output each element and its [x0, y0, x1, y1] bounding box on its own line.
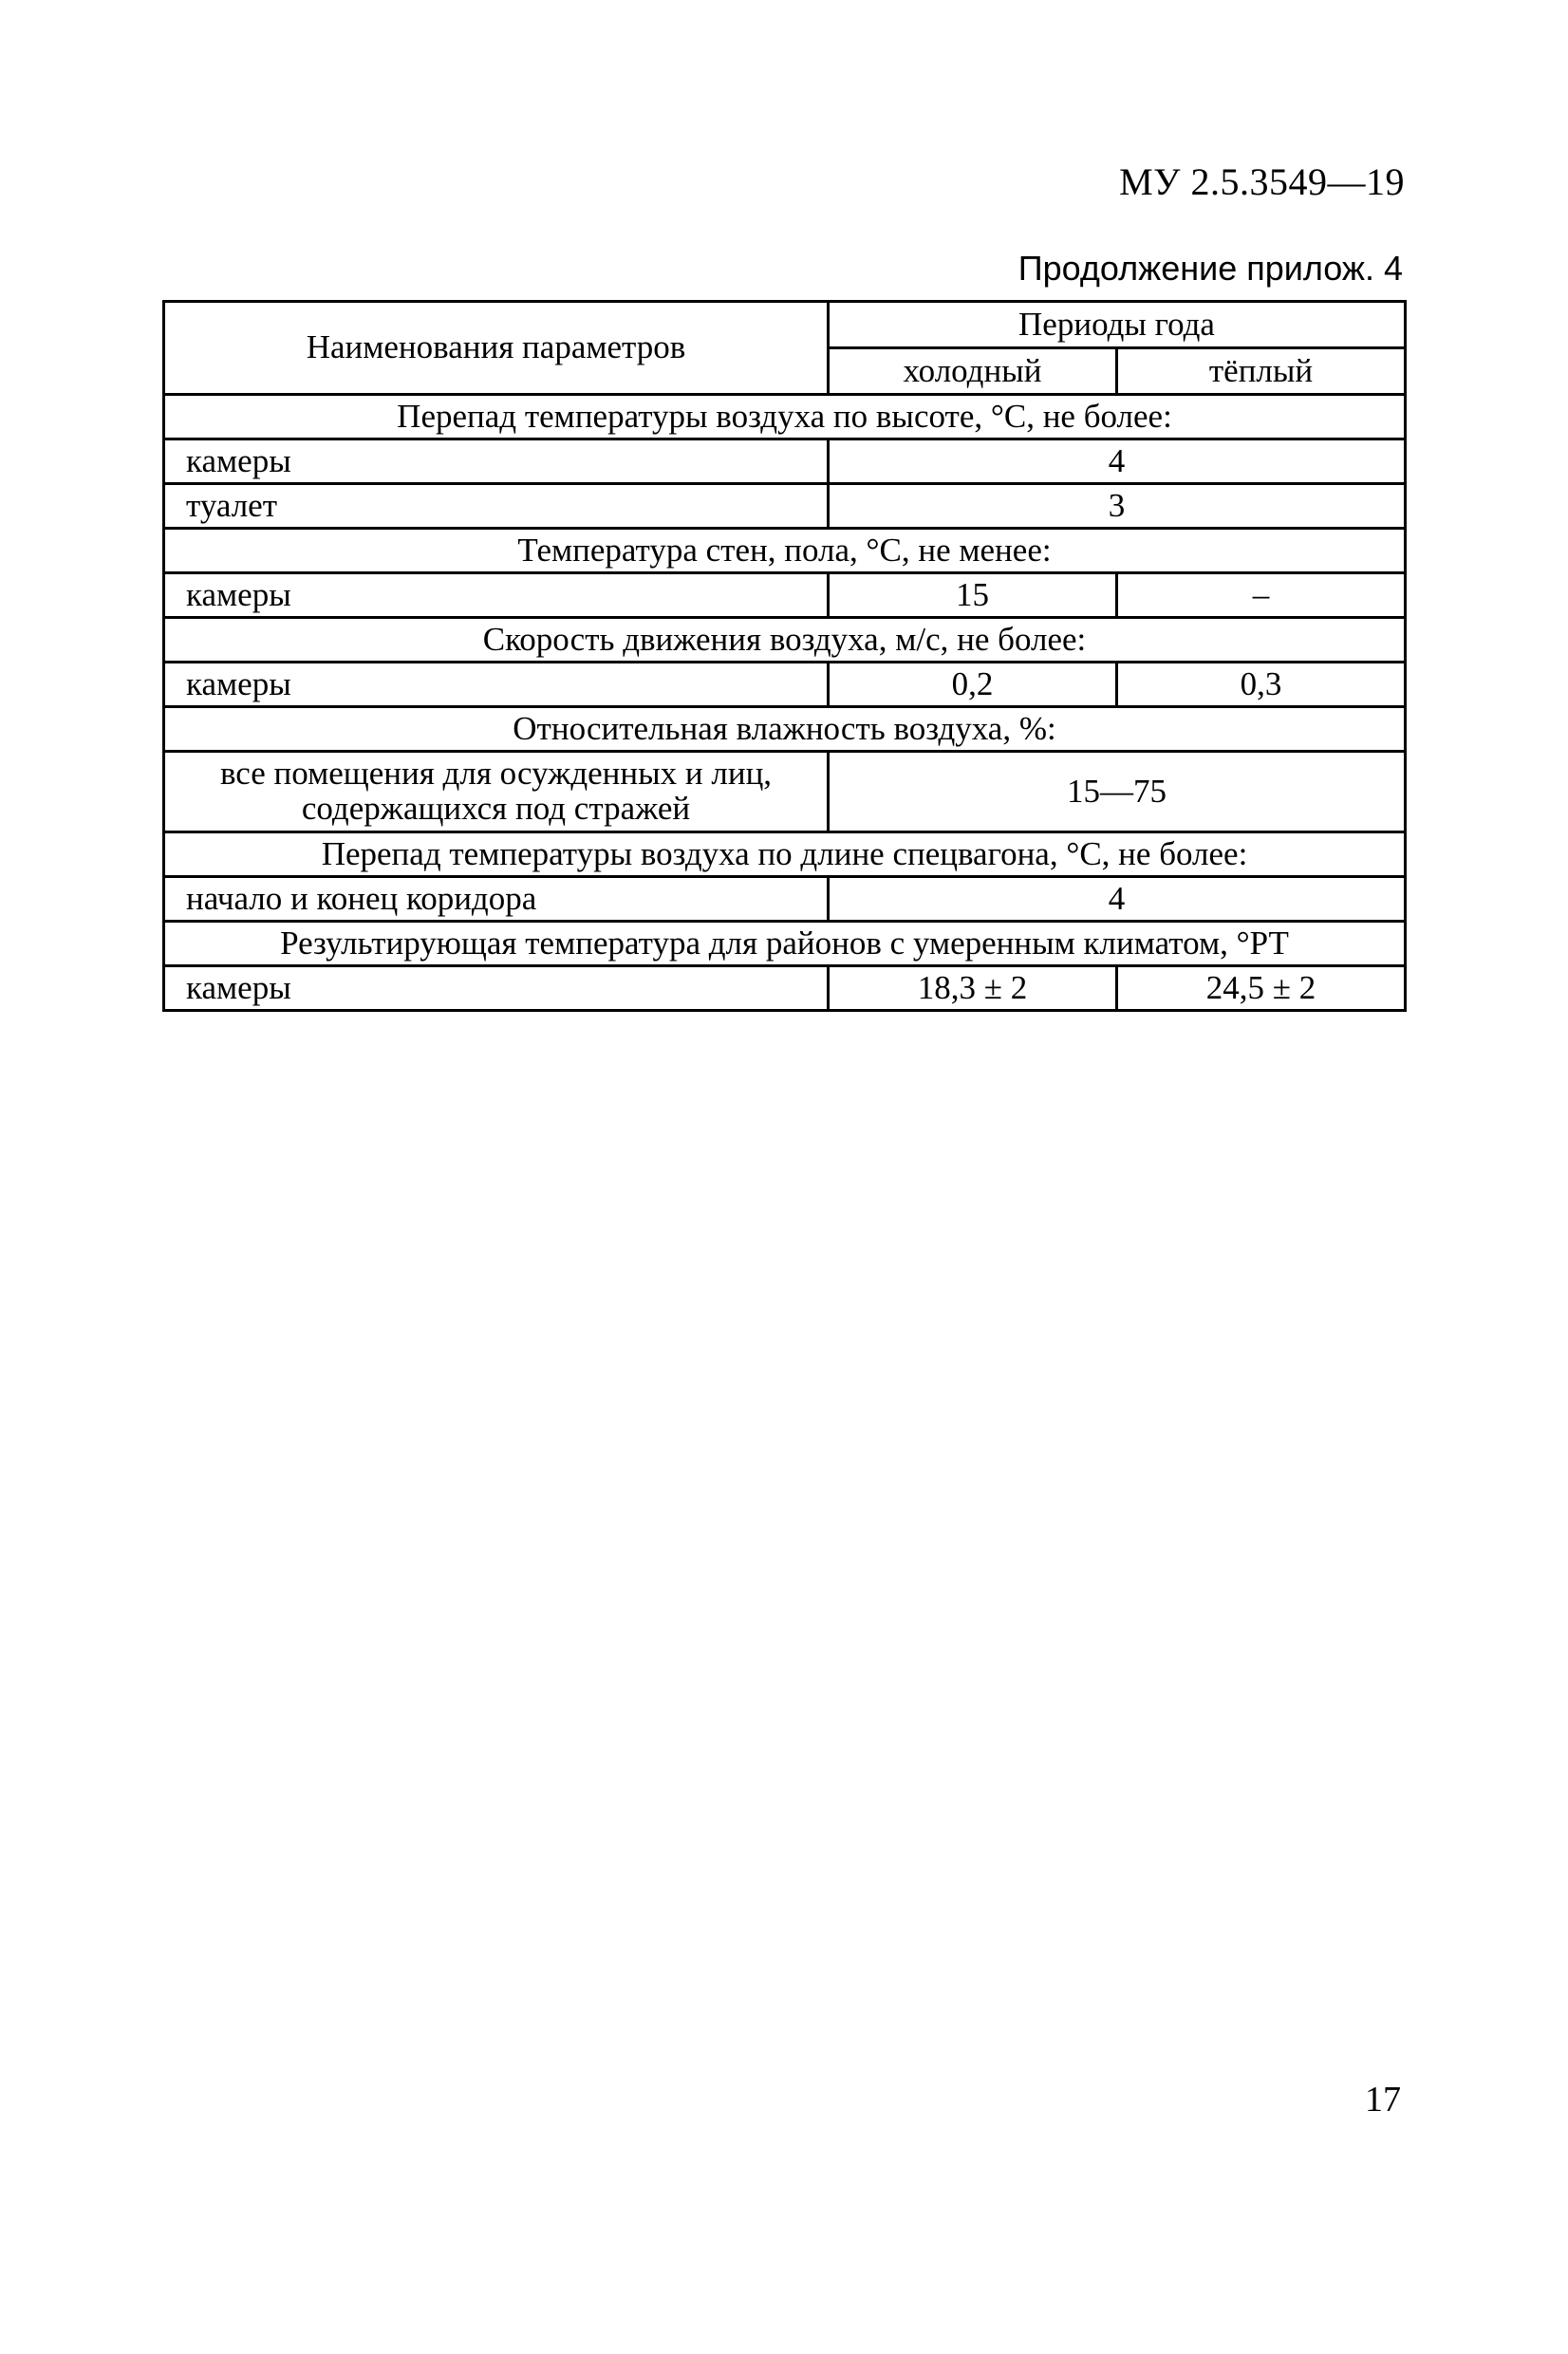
row-label: камеры: [164, 573, 829, 618]
row-value-cold: 18,3 ± 2: [829, 966, 1117, 1011]
row-label: камеры: [164, 966, 829, 1011]
table-header-row: [164, 302, 1406, 348]
row-value-cold: 0,2: [829, 663, 1117, 707]
row-value: 3: [829, 484, 1406, 529]
row-value: 15—75: [829, 752, 1406, 832]
row-label: камеры: [164, 439, 829, 484]
table-row: [164, 439, 1406, 484]
header-cold-period: холодный: [829, 348, 1117, 395]
section-heading: Перепад температуры воздуха по высоте, °С, не более:: [164, 395, 1406, 439]
table-row: [164, 877, 1406, 922]
parameters-table: [162, 300, 1407, 1012]
row-value-cold: 15: [829, 573, 1117, 618]
section-heading: Относительная влажность воздуха, %:: [164, 707, 1406, 752]
table-row: [164, 752, 1406, 832]
table-section-row: [164, 395, 1406, 439]
row-value-warm: –: [1117, 573, 1406, 618]
row-value: 4: [829, 439, 1406, 484]
row-label: камеры: [164, 663, 829, 707]
row-label: все помещения для осужденных и лиц, содержащихся под стражей: [164, 752, 829, 832]
section-heading: Перепад температуры воздуха по длине спецвагона, °С, не более:: [164, 832, 1406, 877]
row-label: туалет: [164, 484, 829, 529]
table-section-row: [164, 529, 1406, 573]
table-section-row: [164, 618, 1406, 663]
document-code: МУ 2.5.3549—19: [1119, 160, 1405, 203]
table-row: [164, 663, 1406, 707]
table-section-row: [164, 832, 1406, 877]
section-heading: Температура стен, пола, °С, не менее:: [164, 529, 1406, 573]
row-value-warm: 24,5 ± 2: [1117, 966, 1406, 1011]
section-heading: Скорость движения воздуха, м/с, не более:: [164, 618, 1406, 663]
row-label: начало и конец коридора: [164, 877, 829, 922]
table-section-row: [164, 922, 1406, 966]
header-year-periods: Периоды года: [829, 302, 1406, 348]
header-warm-period: тёплый: [1117, 348, 1406, 395]
appendix-continuation-label: Продолжение прилож. 4: [1017, 249, 1403, 288]
row-value: 4: [829, 877, 1406, 922]
table-row: [164, 966, 1406, 1011]
table-section-row: [164, 707, 1406, 752]
section-heading: Результирующая температура для районов с умеренным климатом, °РТ: [164, 922, 1406, 966]
page-number: 17: [1365, 2080, 1401, 2120]
row-value-warm: 0,3: [1117, 663, 1406, 707]
header-parameter-names: Наименования параметров: [164, 302, 829, 395]
table-row: [164, 573, 1406, 618]
table-row: [164, 484, 1406, 529]
